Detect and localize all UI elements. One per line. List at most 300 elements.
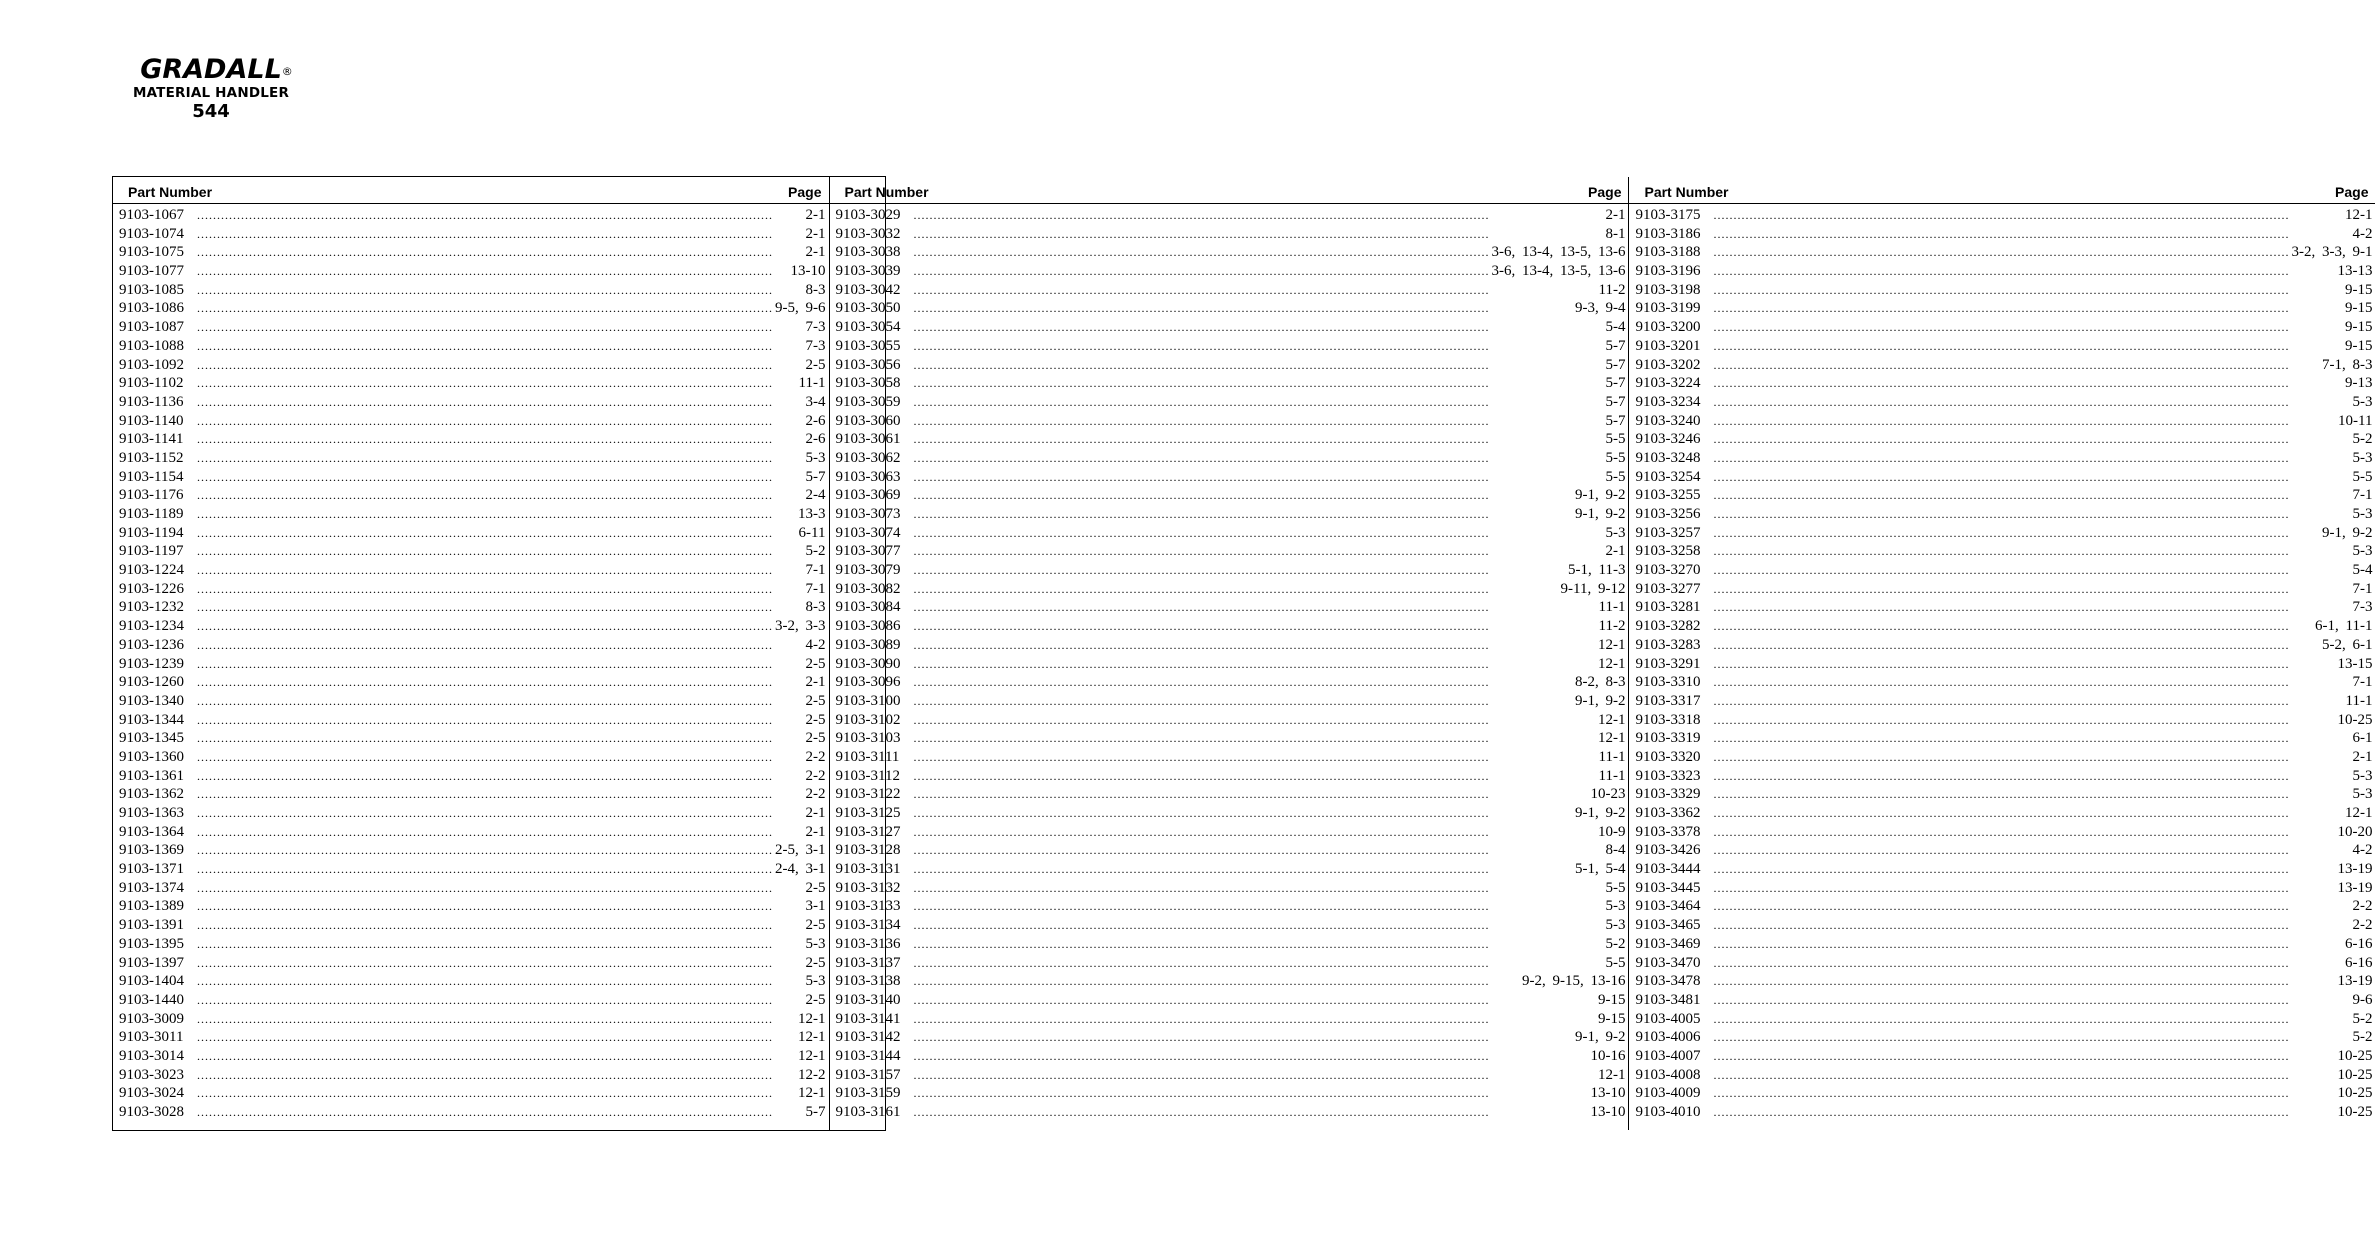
column-header [113,177,829,204]
dot-leader [914,638,1596,653]
dot-leader [1713,264,2335,279]
dot-leader [914,283,1597,298]
part-number: 9103-1140 [119,412,184,429]
dot-leader [914,1068,1596,1083]
page-reference: 10-16 [1590,1047,1626,1064]
index-row [113,861,829,880]
page-reference: 8-1 [1605,225,1626,242]
index-row [113,618,829,637]
part-number: 9103-1232 [119,599,184,616]
page-reference: 12-1 [1597,655,1626,672]
dot-leader [1713,301,2343,316]
page-reference: 12-1 [798,1010,826,1027]
page-reference: 2-5 [805,692,826,709]
index-row [830,525,1629,544]
part-number: 9103-3138 [835,973,901,990]
dot-leader [1713,544,2350,559]
part-number: 9103-3234 [1635,393,1701,410]
dot-leader [1713,974,2335,989]
column-rows [113,204,829,1123]
dot-leader [914,619,1597,634]
dot-leader [1713,881,2335,896]
part-number: 9103-3009 [119,1010,184,1027]
part-number: 9103-3323 [1635,767,1701,784]
part-number: 9103-3282 [1635,618,1701,635]
index-row [1629,1011,2375,1030]
part-number: 9103-3103 [835,730,901,747]
dot-leader [1713,937,2343,952]
logo-text: GRADALL [140,54,282,85]
page-reference: 11-1 [798,375,826,392]
page-reference: 2-1 [805,225,826,242]
index-row [1629,1048,2375,1067]
dot-leader [1713,862,2335,877]
page-reference: 11-1 [1598,748,1626,765]
part-number: 9103-3038 [835,244,901,261]
part-number: 9103-1340 [119,692,184,709]
part-number: 9103-1194 [119,524,184,541]
dot-leader [914,657,1596,672]
index-row [113,693,829,712]
index-row [830,1085,1629,1104]
dot-leader [197,1012,796,1027]
index-row [1629,1067,2375,1086]
dot-leader [1713,806,2343,821]
index-row [1629,992,2375,1011]
page-reference: 7-1 [2352,487,2373,504]
part-number: 9103-1236 [119,636,184,653]
part-number: 9103-1440 [119,991,184,1008]
page-reference: 7-1, 8-3 [2321,356,2373,373]
page-reference: 9-1, 9-2 [1574,506,1626,522]
part-number: 9103-3063 [835,468,901,485]
page-reference: 11-1 [1598,599,1626,616]
index-row [830,824,1629,843]
page-reference: 2-5 [805,655,826,672]
page-reference: 7-1 [805,562,826,579]
dot-leader [1713,245,2289,260]
part-number: 9103-3277 [1635,580,1701,597]
part-number: 9103-3127 [835,823,901,840]
index-row [830,226,1629,245]
page-reference: 12-1 [1597,636,1626,653]
registered-mark: ® [281,65,293,78]
dot-leader [1713,769,2350,784]
index-row [113,637,829,656]
part-number: 9103-3128 [835,842,901,859]
page-reference: 7-3 [805,337,826,354]
part-number: 9103-3378 [1635,823,1701,840]
part-number: 9103-3444 [1635,861,1701,878]
dot-leader [914,1030,1573,1045]
part-number: 9103-3175 [1635,207,1701,223]
page-reference: 9-15 [2344,337,2373,354]
part-number: 9103-1092 [119,356,184,373]
index-row [1629,581,2375,600]
dot-leader [1713,507,2350,522]
dot-leader [1713,750,2350,765]
part-number: 9103-3310 [1635,674,1701,691]
page-reference: 5-4 [2352,562,2373,579]
dot-leader [1713,432,2350,447]
index-row [113,263,829,282]
page-reference: 5-2 [1605,935,1626,952]
dot-leader [1713,843,2350,858]
part-number: 9103-3055 [835,337,901,354]
index-row [830,506,1629,525]
page-reference: 9-15 [2344,319,2373,336]
dot-leader [914,301,1573,316]
page-reference: 5-3 [805,973,826,990]
column-rows [1629,204,2375,1123]
part-number: 9103-3059 [835,393,901,410]
part-number: 9103-1374 [119,879,184,896]
dot-leader [1713,414,2336,429]
dot-leader [197,1030,796,1045]
dot-leader [1713,1012,2350,1027]
dot-leader [1713,470,2350,485]
part-number: 9103-3159 [835,1085,901,1102]
page-reference: 11-2 [1598,618,1626,635]
page-reference: 5-3 [2352,506,2373,522]
page-reference: 9-1, 9-2 [1574,487,1626,504]
part-number: 9103-4008 [1635,1066,1701,1083]
header-page: Page [788,184,822,200]
index-row [1629,955,2375,974]
dot-leader [914,488,1573,503]
index-row [113,768,829,787]
part-number: 9103-1344 [119,711,184,728]
page-reference: 5-7 [1605,393,1626,410]
dot-leader [914,769,1597,784]
page-reference: 3-6, 13-4, 13-5, 13-6 [1491,244,1626,261]
page-reference: 5-7 [1605,356,1626,373]
dot-leader [197,769,804,784]
column-header [830,177,1629,204]
dot-leader [197,1049,796,1064]
part-number: 9103-3023 [119,1066,184,1083]
part-number: 9103-1364 [119,823,184,840]
part-number: 9103-1363 [119,805,184,821]
part-number: 9103-3024 [119,1085,184,1102]
dot-leader [1713,488,2350,503]
page-reference: 2-5 [805,991,826,1008]
dot-leader [197,806,804,821]
index-row [1629,656,2375,675]
dot-leader [1713,638,2320,653]
page-reference: 2-1 [1605,543,1626,560]
index-row [830,712,1629,731]
header-page: Page [1588,184,1622,200]
part-number: 9103-1074 [119,225,184,242]
index-row [113,674,829,693]
part-number: 9103-3254 [1635,468,1701,485]
page-reference: 12-1 [798,1085,826,1102]
part-number: 9103-3086 [835,618,901,635]
page-reference: 10-23 [1590,786,1626,803]
index-row [830,786,1629,805]
index-column-2 [830,177,1630,1130]
dot-leader [1713,619,2313,634]
index-row [1629,880,2375,899]
dot-leader [197,1068,796,1083]
index-row [113,599,829,618]
part-number: 9103-3111 [835,748,900,765]
part-number: 9103-3132 [835,879,901,896]
dot-leader [197,825,804,840]
part-number: 9103-1102 [119,375,184,392]
dot-leader [197,526,797,541]
page-reference: 5-7 [1605,375,1626,392]
index-row [113,973,829,992]
dot-leader [914,881,1604,896]
index-row [1629,375,2375,394]
page-reference: 3-2, 3-3 [775,618,826,635]
index-row [830,1104,1629,1123]
part-number: 9103-4005 [1635,1010,1701,1027]
index-row [1629,618,2375,637]
page-reference: 6-11 [798,524,826,541]
dot-leader [1713,582,2350,597]
dot-leader [197,451,804,466]
dot-leader [197,993,804,1008]
dot-leader [197,974,804,989]
part-number: 9103-3240 [1635,412,1701,429]
page-reference: 12-1 [798,1029,826,1046]
part-number: 9103-1176 [119,487,184,504]
dot-leader [197,301,773,316]
dot-leader [197,731,804,746]
dot-leader [914,526,1604,541]
dot-leader [914,395,1604,410]
index-row [113,319,829,338]
index-row [830,300,1629,319]
dot-leader [197,339,804,354]
dot-leader [197,937,804,952]
part-number: 9103-3089 [835,636,901,653]
dot-leader [914,358,1604,373]
part-number: 9103-3320 [1635,748,1701,765]
page-reference: 10-11 [2338,412,2373,429]
part-number: 9103-3469 [1635,935,1701,952]
part-number: 9103-3011 [119,1029,184,1046]
index-row [1629,562,2375,581]
page-reference: 8-4 [1605,842,1626,859]
dot-leader [914,806,1573,821]
page-reference: 13-3 [798,506,826,522]
index-row [113,450,829,469]
index-row [1629,543,2375,562]
part-number: 9103-3246 [1635,431,1701,448]
dot-leader [197,787,804,802]
dot-leader [1713,283,2343,298]
part-number: 9103-3270 [1635,562,1701,579]
page-reference: 5-3 [805,935,826,952]
dot-leader [1713,787,2350,802]
index-row [1629,226,2375,245]
index-row [113,525,829,544]
page-reference: 5-5 [2352,468,2373,485]
index-row [113,300,829,319]
page-reference: 9-15 [2344,281,2373,298]
dot-leader [1713,731,2350,746]
dot-leader [1713,358,2320,373]
index-row [830,413,1629,432]
index-row [830,880,1629,899]
dot-leader [914,264,1490,279]
dot-leader [914,339,1604,354]
page-reference: 5-2 [2352,1010,2373,1027]
page-reference: 2-2 [2352,917,2373,934]
index-row [830,543,1629,562]
index-row [113,282,829,301]
dot-leader [1713,208,2343,223]
page-reference: 12-1 [1597,730,1626,747]
page-reference: 9-11, 9-12 [1560,580,1626,597]
part-number: 9103-3112 [835,767,900,784]
dot-leader [197,600,804,615]
index-row [113,207,829,226]
index-row [1629,730,2375,749]
index-row [113,1085,829,1104]
page-reference: 12-1 [2344,805,2373,821]
index-row [113,244,829,263]
page-reference: 2-6 [805,412,826,429]
page-reference: 6-16 [2344,954,2373,971]
index-row [1629,674,2375,693]
index-row [1629,319,2375,338]
page-reference: 9-1, 9-2 [1574,692,1626,709]
part-number: 9103-1154 [119,468,184,485]
page-reference: 2-5 [805,954,826,971]
part-number: 9103-3060 [835,412,901,429]
page-reference: 9-1, 9-2 [1574,1029,1626,1046]
index-row [830,1048,1629,1067]
page-reference: 5-2 [805,543,826,560]
part-number: 9103-3050 [835,300,901,317]
part-number: 9103-3069 [835,487,901,504]
index-row [830,674,1629,693]
brand-block [113,56,309,123]
page-reference: 4-2 [2352,842,2373,859]
dot-leader [914,376,1604,391]
index-row [113,805,829,824]
index-row [830,487,1629,506]
dot-leader [197,918,804,933]
dot-leader [1713,899,2350,914]
page-reference: 5-5 [1605,954,1626,971]
dot-leader [197,376,797,391]
part-number: 9103-1087 [119,319,184,336]
index-row [830,431,1629,450]
page-reference: 8-2, 8-3 [1574,674,1626,691]
part-number: 9103-1136 [119,393,184,410]
index-row [113,1104,829,1123]
part-number: 9103-3318 [1635,711,1701,728]
dot-leader [914,731,1596,746]
index-row [830,338,1629,357]
page-reference: 12-2 [798,1066,826,1083]
index-row [830,263,1629,282]
part-number: 9103-3283 [1635,636,1701,653]
dot-leader [197,507,796,522]
index-row [830,357,1629,376]
dot-leader [1713,657,2335,672]
dot-leader [197,1105,804,1120]
part-number: 9103-3470 [1635,954,1701,971]
page-reference: 5-3 [2352,449,2373,466]
part-number: 9103-1067 [119,207,184,223]
dot-leader [197,1086,796,1101]
page-reference: 2-5 [805,356,826,373]
part-number: 9103-3062 [835,449,901,466]
dot-leader [1713,918,2350,933]
part-number: 9103-3140 [835,991,901,1008]
page-reference: 10-25 [2337,1085,2373,1102]
dot-leader [914,993,1596,1008]
part-number: 9103-1371 [119,861,184,878]
part-number: 9103-3039 [835,263,901,280]
page-reference: 12-1 [1597,711,1626,728]
page-reference: 5-7 [805,1104,826,1120]
page-reference: 10-20 [2337,823,2373,840]
page-reference: 5-7 [805,468,826,485]
page-reference: 2-4 [805,487,826,504]
index-row [830,805,1629,824]
part-number: 9103-4007 [1635,1047,1701,1064]
index-row [1629,263,2375,282]
dot-leader [914,918,1604,933]
index-row [113,880,829,899]
part-number: 9103-1224 [119,562,184,579]
part-number: 9103-3058 [835,375,901,392]
page-reference: 5-3 [2352,786,2373,803]
part-number: 9103-1197 [119,543,184,560]
dot-leader [1713,395,2350,410]
index-row [1629,207,2375,226]
index-row [113,749,829,768]
page-reference: 11-1 [1598,767,1626,784]
index-row [830,394,1629,413]
part-number: 9103-1234 [119,618,184,635]
index-row [1629,599,2375,618]
page-reference: 13-13 [2337,263,2373,280]
header-part-number: Part Number [1644,184,1729,200]
part-number: 9103-3142 [835,1029,901,1046]
page-reference: 2-5 [805,879,826,896]
index-row [830,898,1629,917]
dot-leader [197,245,804,260]
page-reference: 2-5 [805,711,826,728]
dot-leader [914,956,1604,971]
page-reference: 5-3 [1605,917,1626,934]
dot-leader [914,1012,1596,1027]
dot-leader [914,451,1604,466]
part-number: 9103-3102 [835,711,901,728]
page-reference: 11-1 [2345,692,2373,709]
index-row [830,450,1629,469]
page-reference: 5-3 [1605,898,1626,915]
dot-leader [197,264,789,279]
part-number: 9103-1141 [119,431,184,448]
page-reference: 9-5, 9-6 [775,300,826,317]
index-row [830,749,1629,768]
page-reference: 10-25 [2337,1047,2373,1064]
index-row [113,394,829,413]
index-row [1629,917,2375,936]
page-reference: 9-15 [2344,300,2373,317]
index-row [113,375,829,394]
